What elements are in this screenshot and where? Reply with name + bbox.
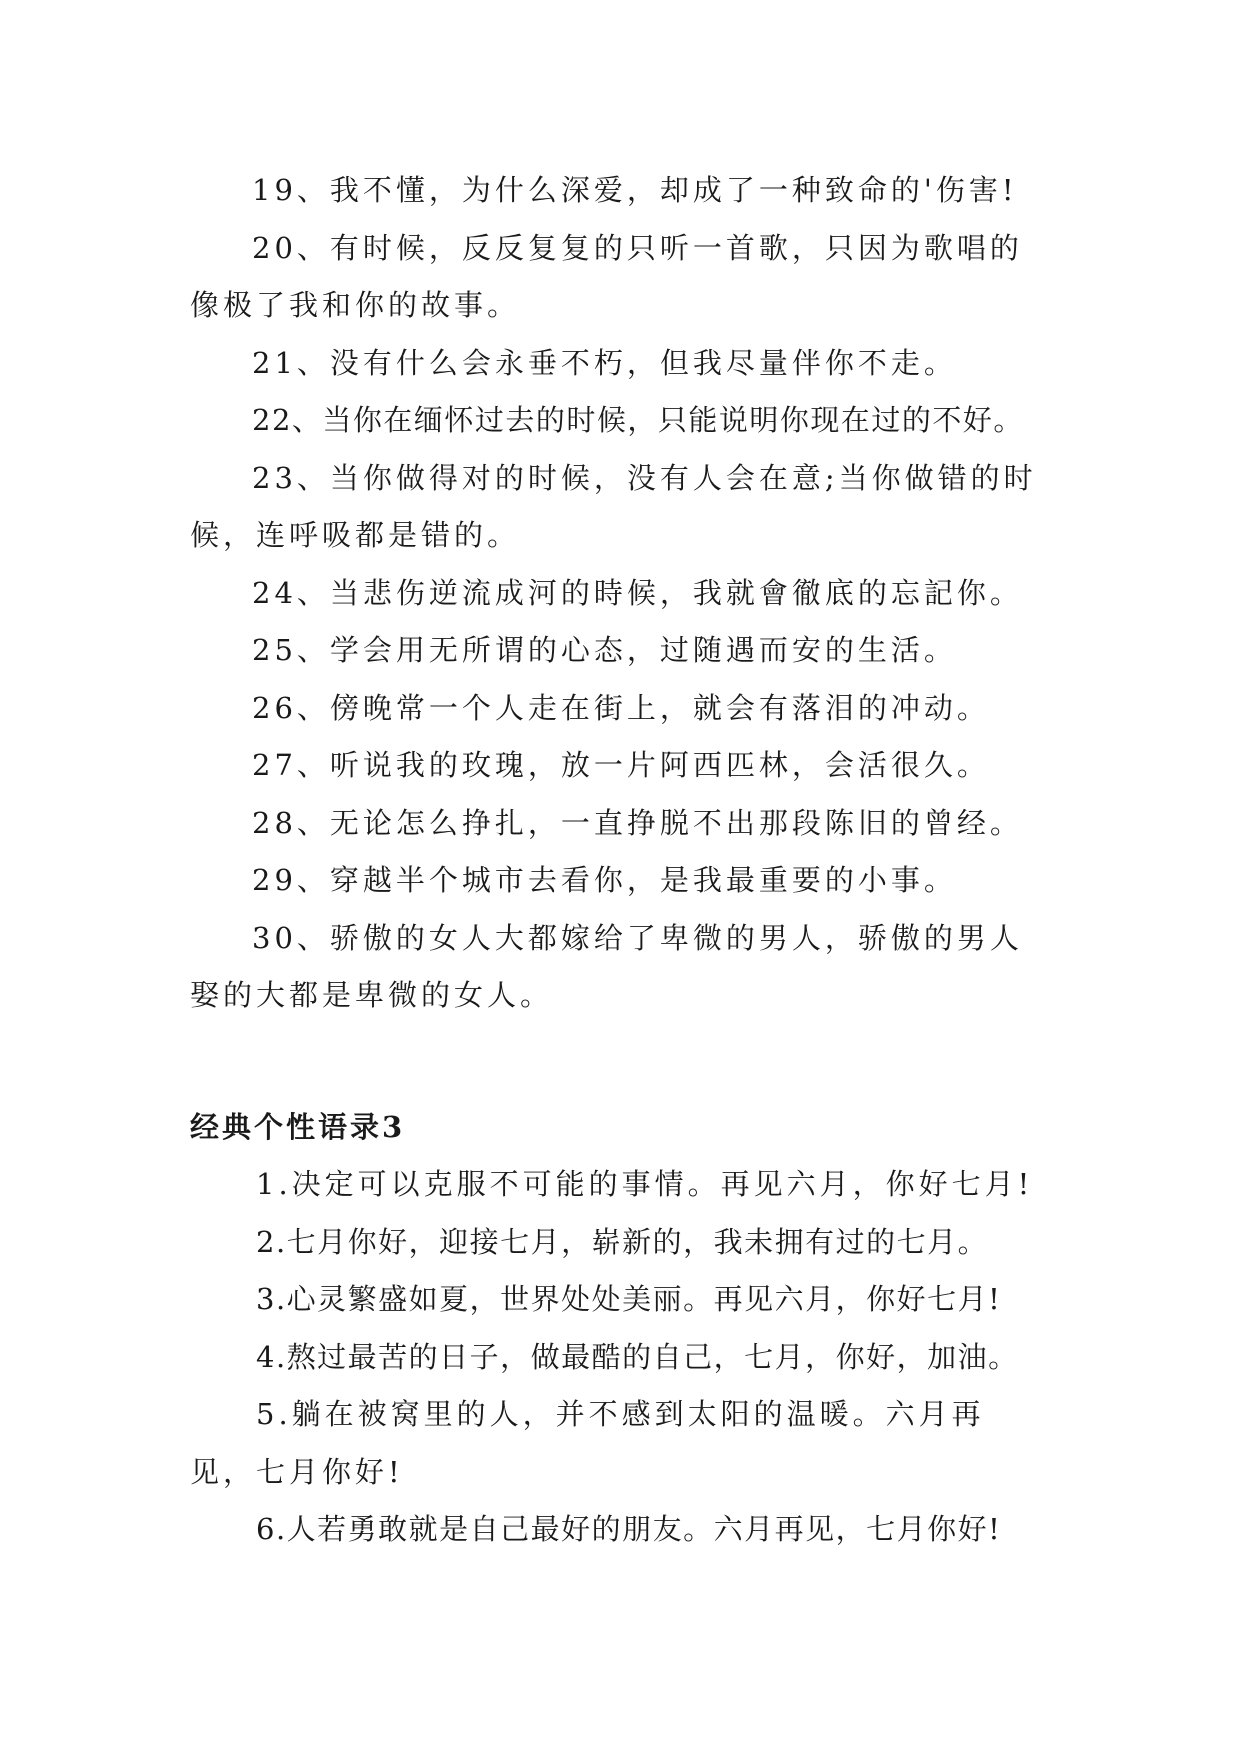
list-item: 1.决定可以克服不可能的事情。再见六月，你好七月! bbox=[256, 1167, 1034, 1201]
list-item: 6.人若勇敢就是自己最好的朋友。六月再见，七月你好! bbox=[256, 1512, 1002, 1546]
list-item: 26、傍晚常一个人走在街上，就会有落泪的冲动。 bbox=[252, 690, 990, 725]
list-item: 24、当悲伤逆流成河的時候，我就會徹底的忘記你。 bbox=[252, 575, 1023, 610]
list-item: 21、没有什么会永垂不朽，但我尽量伴你不走。 bbox=[252, 345, 957, 380]
list-item: 30、骄傲的女人大都嫁给了卑微的男人，骄傲的男人娶的大都是卑微的女人。 bbox=[190, 920, 1023, 1012]
list-item: 23、当你做得对的时候，没有人会在意;当你做错的时候，连呼吸都是错的。 bbox=[190, 460, 1037, 552]
list-item: 29、穿越半个城市去看你，是我最重要的小事。 bbox=[252, 863, 957, 897]
list-item: 22、当你在缅怀过去的时候，只能说明你现在过的不好。 bbox=[252, 403, 1024, 437]
list-item: 27、听说我的玫瑰，放一片阿西匹林，会活很久。 bbox=[252, 748, 990, 782]
document-body bbox=[190, 162, 1050, 1559]
list-item: 2.七月你好，迎接七月，崭新的，我未拥有过的七月。 bbox=[256, 1224, 989, 1259]
list-item: 19、我不懂，为什么深爱，却成了一种致命的'伤害! bbox=[252, 173, 1018, 207]
list-item: 25、学会用无所谓的心态，过随遇而安的生活。 bbox=[252, 633, 957, 667]
list-item: 20、有时候，反反复复的只听一首歌，只因为歌唱的像极了我和你的故事。 bbox=[190, 230, 1023, 322]
list-item: 28、无论怎么挣扎，一直挣脱不出那段陈旧的曾经。 bbox=[252, 805, 1023, 840]
list-item: 4.熬过最苦的日子，做最酷的自己，七月，你好，加油。 bbox=[256, 1339, 1019, 1374]
list-item: 3.心灵繁盛如夏，世界处处美丽。再见六月，你好七月! bbox=[256, 1282, 1002, 1316]
list-item: 5.躺在被窝里的人，并不感到太阳的温暖。六月再见，七月你好! bbox=[190, 1397, 985, 1489]
section-heading: 经典个性语录3 bbox=[190, 1109, 406, 1144]
